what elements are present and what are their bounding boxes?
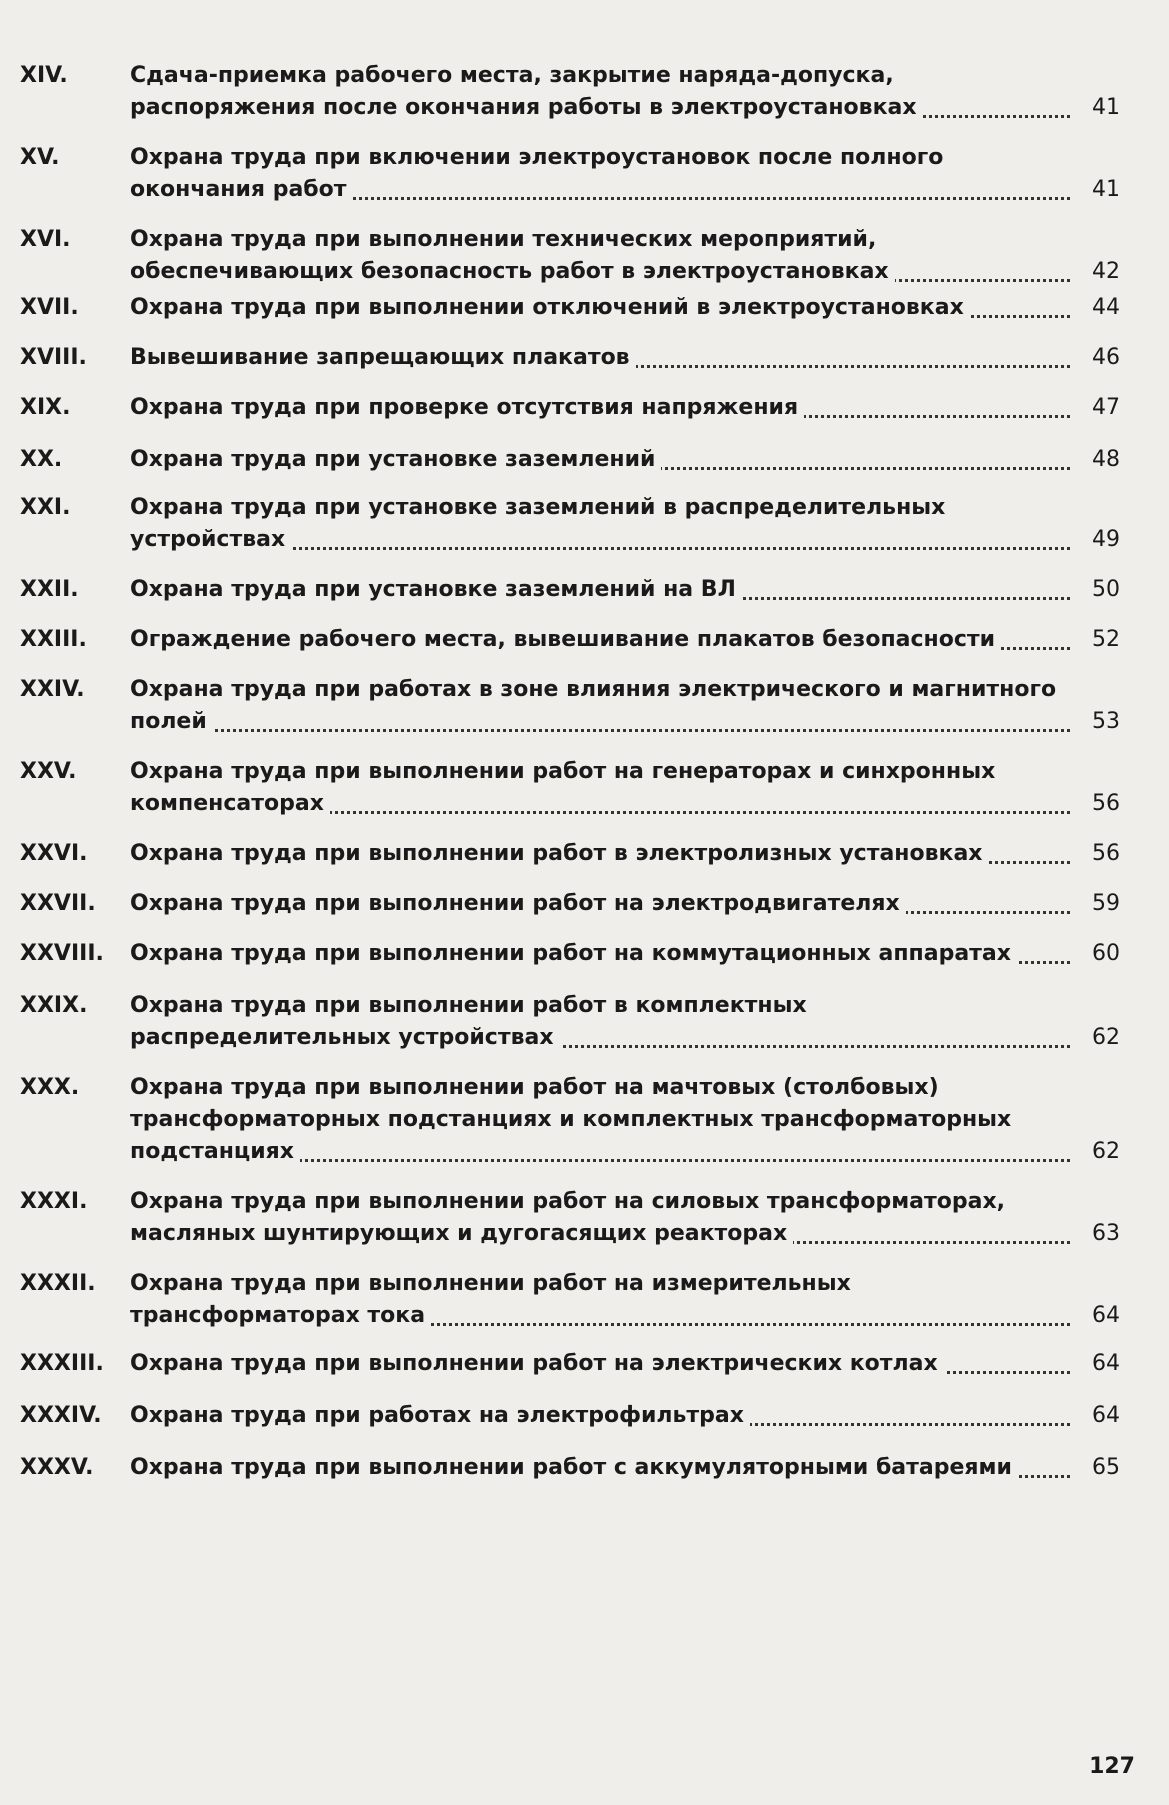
toc-entry-number: XXIII. <box>20 627 87 652</box>
toc-entry-page: 64 <box>1092 1303 1120 1328</box>
toc-entry-page: 56 <box>1092 791 1120 816</box>
toc-entry-title-text: Охрана труда при включении электроустановок после полного окончания работ <box>130 145 944 202</box>
toc-entry-title <box>130 674 1070 738</box>
toc-entry-title-text: Охрана труда при выполнении работ на генераторах и синхронных компенсаторах <box>130 759 996 816</box>
page-number: 127 <box>1089 1754 1135 1779</box>
toc-entry-number: XXXII. <box>20 1271 96 1296</box>
toc-entry[interactable] <box>20 838 1130 870</box>
toc-entry[interactable] <box>20 1348 1130 1380</box>
toc-entry-title <box>130 342 1070 374</box>
toc-entry-page: 64 <box>1092 1351 1120 1376</box>
toc-entry-number: XIX. <box>20 395 71 420</box>
toc-entry-title <box>130 624 1070 656</box>
toc-entry-title-text: Охрана труда при выполнении работ на электродвигателях <box>130 891 906 916</box>
toc-entry-title <box>130 492 1070 556</box>
toc-entry-title-text: Охрана труда при выполнении работ на мачтовых (столбовых) трансформаторных подстанциях и комплектных трансформаторных подстанциях <box>130 1075 1012 1164</box>
toc-entry-title-text: Охрана труда при выполнении работ с аккумуляторными батареями <box>130 1455 1018 1480</box>
toc-entry-page: 63 <box>1092 1221 1120 1246</box>
toc-entry-number: XX. <box>20 447 63 472</box>
toc-entry[interactable] <box>20 1268 1130 1332</box>
toc-entry-page: 41 <box>1092 177 1120 202</box>
toc-entry-page: 62 <box>1092 1139 1120 1164</box>
toc-entry-title <box>130 1452 1070 1484</box>
toc-entry-page: 65 <box>1092 1455 1120 1480</box>
toc-entry-title <box>130 224 1070 288</box>
toc-entry-page: 44 <box>1092 295 1120 320</box>
toc-entry-page: 53 <box>1092 709 1120 734</box>
toc-entry-number: XV. <box>20 145 60 170</box>
toc-entry-title-text: Ограждение рабочего места, вывешивание плакатов безопасности <box>130 627 1001 652</box>
toc-entry-page: 64 <box>1092 1403 1120 1428</box>
toc-entry-title-text: Охрана труда при выполнении работ на силовых трансформаторах, масляных шунтирующих и дугогасящих реакторах <box>130 1189 1006 1246</box>
toc-entry-number: XXII. <box>20 577 79 602</box>
toc-entry-page: 42 <box>1092 259 1120 284</box>
toc-entry-title <box>130 1186 1070 1250</box>
toc-entry-title-text: Сдача-приемка рабочего места, закрытие наряда-допуска, распоряжения после окончания работы в электроустановках <box>130 63 923 120</box>
toc-entry-page: 60 <box>1092 941 1120 966</box>
toc-entry-number: XVIII. <box>20 345 87 370</box>
toc-entry-title <box>130 1268 1070 1332</box>
toc-entry[interactable] <box>20 574 1130 606</box>
toc-entry[interactable] <box>20 142 1130 206</box>
toc-entry-title <box>130 838 1070 870</box>
toc-entry-number: XXVI. <box>20 841 88 866</box>
toc-entry[interactable] <box>20 888 1130 920</box>
toc-entry[interactable] <box>20 1072 1130 1168</box>
toc-entry-title <box>130 574 1070 606</box>
toc-entry-title-text: Охрана труда при установке заземлений на ВЛ <box>130 577 742 602</box>
toc-entry-page: 50 <box>1092 577 1120 602</box>
toc-entry-title-text: Охрана труда при выполнении работ на электрических котлах <box>130 1351 944 1376</box>
toc-entry-title <box>130 292 1070 324</box>
toc-entry[interactable] <box>20 1452 1130 1484</box>
toc-entry-title <box>130 1348 1070 1380</box>
toc-entry-number: XXX. <box>20 1075 80 1100</box>
toc-entry-number: XIV. <box>20 63 68 88</box>
toc-entry[interactable] <box>20 674 1130 738</box>
toc-entry-number: XXIX. <box>20 993 88 1018</box>
toc-entry[interactable] <box>20 1400 1130 1432</box>
toc-entry-number: XXXV. <box>20 1455 94 1480</box>
toc-entry-number: XXI. <box>20 495 71 520</box>
toc-entry[interactable] <box>20 756 1130 820</box>
toc-entry-page: 59 <box>1092 891 1120 916</box>
toc-entry-title-text: Вывешивание запрещающих плакатов <box>130 345 636 370</box>
toc-entry[interactable] <box>20 392 1130 424</box>
toc-entry-title-text: Охрана труда при выполнении отключений в электроустановках <box>130 295 970 320</box>
toc-entry-number: XXXI. <box>20 1189 88 1214</box>
toc-entry-title <box>130 990 1070 1054</box>
toc-entry-number: XXIV. <box>20 677 85 702</box>
toc-entry-page: 62 <box>1092 1025 1120 1050</box>
toc-entry-number: XXXIII. <box>20 1351 104 1376</box>
toc-entry-title-text: Охрана труда при проверке отсутствия напряжения <box>130 395 804 420</box>
toc-entry[interactable] <box>20 492 1130 556</box>
toc-entry-number: XVI. <box>20 227 71 252</box>
toc-entry-title <box>130 756 1070 820</box>
toc-entry[interactable] <box>20 990 1130 1054</box>
toc-entry-number: XXVII. <box>20 891 96 916</box>
toc-entry-title-text: Охрана труда при работах на электрофильтрах <box>130 1403 750 1428</box>
toc-entry[interactable] <box>20 342 1130 374</box>
toc-entry-number: XXXIV. <box>20 1403 102 1428</box>
toc-entry[interactable] <box>20 1186 1130 1250</box>
toc-entry-number: XXV. <box>20 759 77 784</box>
toc-entry-page: 49 <box>1092 527 1120 552</box>
toc-entry-title <box>130 60 1070 124</box>
toc-entry[interactable] <box>20 624 1130 656</box>
toc-entry-title <box>130 1072 1070 1168</box>
toc-entry-page: 41 <box>1092 95 1120 120</box>
toc-entry-page: 46 <box>1092 345 1120 370</box>
toc-entry-number: XXVIII. <box>20 941 104 966</box>
toc-entry-page: 52 <box>1092 627 1120 652</box>
toc-entry-title <box>130 142 1070 206</box>
toc-entry[interactable] <box>20 292 1130 324</box>
toc-entry-title <box>130 392 1070 424</box>
toc-entry[interactable] <box>20 444 1130 476</box>
toc-entry-title-text: Охрана труда при выполнении технических мероприятий, обеспечивающих безопасность работ в электроустановках <box>130 227 895 284</box>
dot-leader <box>130 723 1070 732</box>
toc-entry-title-text: Охрана труда при установке заземлений в распределительных устройствах <box>130 495 946 552</box>
toc-entry[interactable] <box>20 60 1130 124</box>
toc-entry-title-text: Охрана труда при выполнении работ в электролизных установках <box>130 841 989 866</box>
toc-entry[interactable] <box>20 224 1130 288</box>
toc-entry-title <box>130 888 1070 920</box>
toc-entry-title <box>130 938 1070 970</box>
toc-entry[interactable] <box>20 938 1130 970</box>
toc-entry-page: 56 <box>1092 841 1120 866</box>
toc-entry-title-text: Охрана труда при выполнении работ на измерительных трансформаторах тока <box>130 1271 851 1328</box>
toc-entry-page: 47 <box>1092 395 1120 420</box>
toc-entry-page: 48 <box>1092 447 1120 472</box>
toc-entry-title <box>130 1400 1070 1432</box>
toc-entry-title-text: Охрана труда при выполнении работ в комплектных распределительных устройствах <box>130 993 807 1050</box>
toc-entry-title-text: Охрана труда при установке заземлений <box>130 447 661 472</box>
toc-entry-title-text: Охрана труда при выполнении работ на коммутационных аппаратах <box>130 941 1017 966</box>
toc-entry-title <box>130 444 1070 476</box>
toc-entry-title-text: Охрана труда при работах в зоне влияния электрического и магнитного полей <box>130 677 1057 734</box>
toc-entry-number: XVII. <box>20 295 79 320</box>
